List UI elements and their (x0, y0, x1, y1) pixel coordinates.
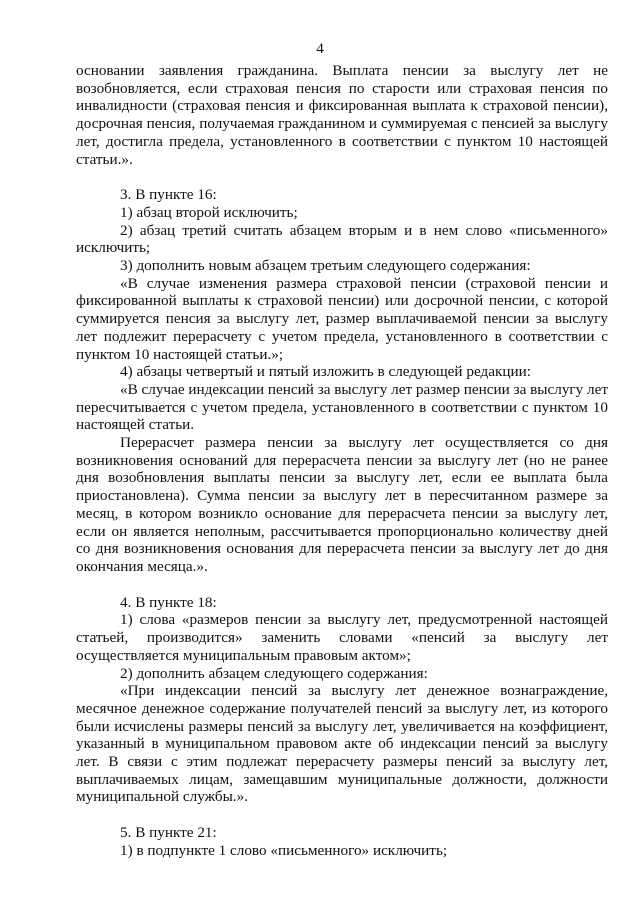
paragraph: основании заявления гражданина. Выплата пенсии за выслугу лет не возобновляется, если страховая пенсия по старости или страховая пенсия по инвалидности (страховая пенсия и фиксированная выплата к страховой пенсии), досрочная пенсия, получаемая гражданином и суммируемая с пенсией за выслугу лет, достигла предела, установленного в соответствии с пунктом 10 настоящей статьи.». (76, 62, 608, 168)
paragraph: «В случае индексации пенсий за выслугу лет размер пенсии за выслугу лет пересчитывается с учетом предела, установленного в соответствии с пунктом 10 настоящей статьи. (76, 380, 608, 434)
paragraph-spacer (76, 806, 608, 824)
document-body (76, 62, 608, 860)
paragraph: «При индексации пенсий за выслугу лет денежное вознаграждение, месячное денежное содержание получателей пенсий за выслугу лет, из которого были исчислены размеры пенсий за выслугу лет, увеличивается на коэффициент, указанный в муниципальном правовом акте об индексации пенсий за выслугу лет. В связи с этим подлежат перерасчету размеры пенсий за выслугу лет, выплачиваемых лицам, замещавшим муниципальные должности, должности муниципальной службы.». (76, 682, 608, 806)
section-heading: 5. В пункте 21: (120, 824, 217, 842)
paragraph: Перерасчет размера пенсии за выслугу лет осуществляется со дня возникновения оснований для перерасчета пенсии за выслугу лет (но не ранее дня возобновления выплаты пенсии за выслугу лет, если ее выплата была приостановлена). Сумма пенсии за выслугу лет в пересчитанном размере за месяц, в котором возникло основание для перерасчета пенсии за выслугу лет, если он является неполным, рассчитывается пропорционально количеству дней со дня возникновения основания для перерасчета пенсии за выслугу лет до дня окончания месяца.». (76, 434, 608, 575)
paragraph: 1) в подпункте 1 слово «письменного» исключить; (120, 841, 448, 859)
paragraph: 2) абзац третий считать абзацем вторым и в нем слово «письменного» исключить; (76, 221, 608, 257)
paragraph: 1) абзац второй исключить; (120, 203, 298, 221)
paragraph: 4) абзацы четвертый и пятый изложить в следующей редакции: (120, 363, 531, 381)
paragraph: 3) дополнить новым абзацем третьим следующего содержания: (120, 257, 531, 275)
paragraph-spacer (76, 168, 608, 186)
paragraph: «В случае изменения размера страховой пенсии (страховой пенсии и фиксированной выплаты к страховой пенсии) или досрочной пенсии, с которой суммируется пенсия за выслугу лет, размер выплачиваемой пенсии за выслугу лет подлежит перерасчету с учетом предела, установленного в соответствии с пунктом 10 настоящей статьи.»; (76, 274, 608, 363)
page-number: 4 (316, 40, 324, 57)
paragraph-spacer (76, 576, 608, 594)
paragraph: 2) дополнить абзацем следующего содержания: (120, 664, 428, 682)
section-heading: 4. В пункте 18: (120, 593, 217, 611)
paragraph: 1) слова «размеров пенсии за выслугу лет, предусмотренной настоящей статьей, производится» заменить словами «пенсий за выслугу лет осуществляется муниципальным правовым актом»; (76, 611, 608, 664)
section-heading: 3. В пункте 16: (120, 186, 217, 204)
